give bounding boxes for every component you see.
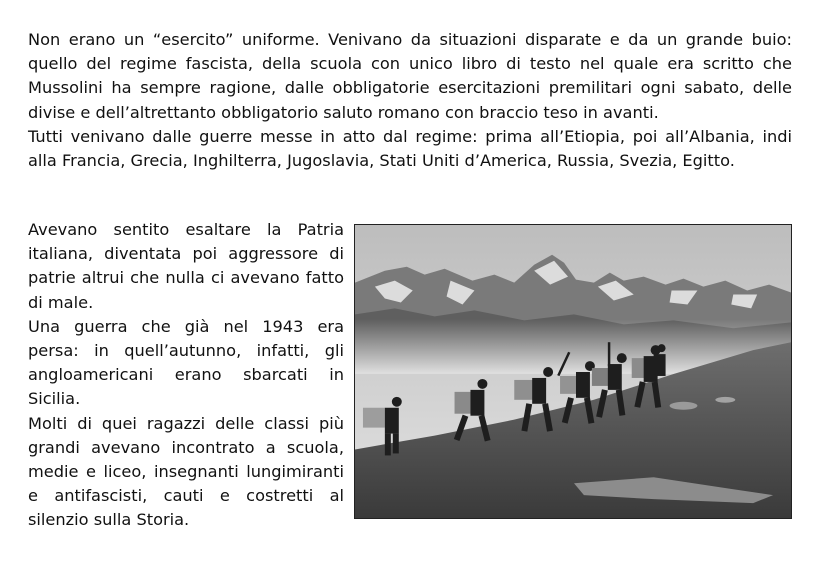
rock xyxy=(715,397,735,403)
side-paragraph-3: Molti di quei ragazzi delle classi più grandi avevano incontrato a scuola, medie e liceo, insegnanti lungimiranti e antifascisti, cauti e costretti al silenzio sulla Storia. xyxy=(28,413,344,530)
historical-photo xyxy=(354,224,792,519)
side-text xyxy=(28,218,344,533)
photo-illustration xyxy=(355,225,791,518)
rock xyxy=(670,402,698,410)
side-paragraph-1: Avevano sentito esaltare la Patria italiana, diventata poi aggressore di patrie altrui che nulla ci avevano fatto di male. xyxy=(28,220,344,312)
intro-paragraph-2: Tutti venivano dalle guerre messe in atto dal regime: prima all’Etiopia, poi all’Albania, indi alla Francia, Grecia, Inghilterra, Jugoslavia, Stati Uniti d’America, Russia, Svezia, Egitto. xyxy=(28,126,792,171)
intro-paragraph-1: Non erano un “esercito” uniforme. Venivano da situazioni disparate e da un grande buio: quello del regime fascista, della scuola con unico libro di testo nel quale era scritto che Mussolini ha sempre ragione, dalle obbligatorie esercitazioni premilitari ogni sabato, delle divise e dell’altrettanto obbligatorio saluto romano con braccio teso in avanti. xyxy=(28,30,792,122)
side-paragraph-2: Una guerra che già nel 1943 era persa: in quell’autunno, infatti, gli angloamericani erano sbarcati in Sicilia. xyxy=(28,316,344,409)
intro-text xyxy=(28,28,792,173)
